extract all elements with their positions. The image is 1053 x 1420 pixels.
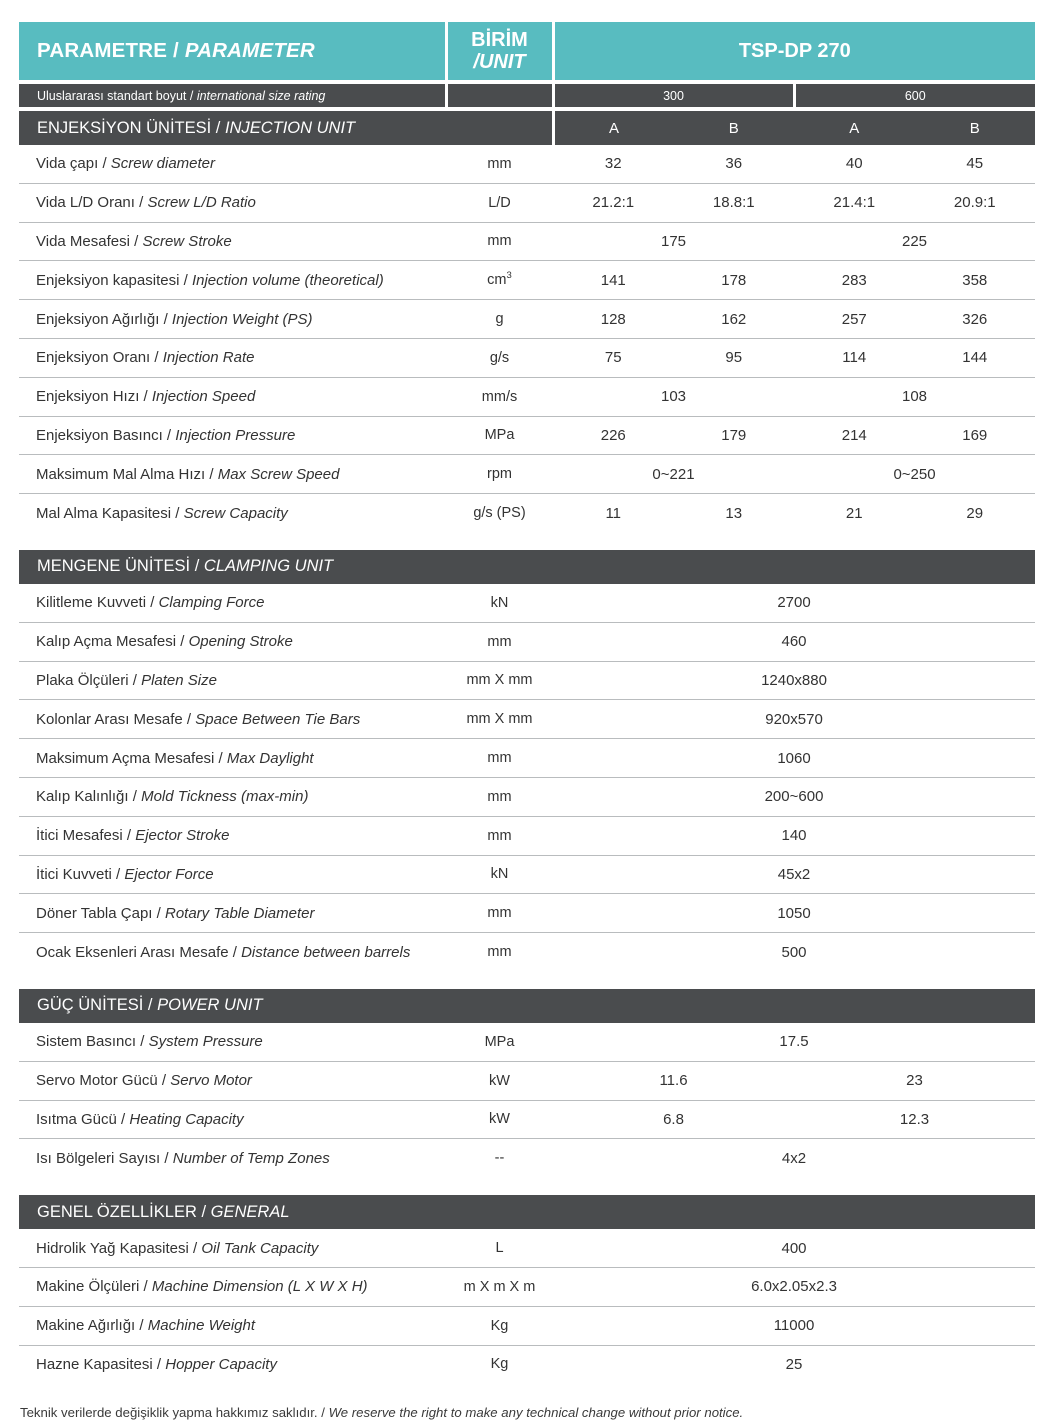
section-title-en: GENERAL (210, 1202, 290, 1221)
unit-label: mm (446, 739, 553, 778)
parameter-label-en: Machine Weight (147, 1317, 256, 1335)
parameter-label-separator: / (128, 671, 142, 689)
cell-value: 17.5 (553, 1023, 1035, 1061)
cell-value: 400 (553, 1229, 1035, 1267)
cell-value: 12.3 (794, 1100, 1035, 1139)
unit-label: mm (446, 894, 553, 933)
table-row (19, 855, 1035, 894)
section-title-cell (19, 548, 1035, 584)
cell-value: 11000 (553, 1306, 1035, 1345)
cell-value: 500 (553, 933, 1035, 971)
cell-value: 29 (915, 494, 1036, 532)
table-header-row (19, 22, 1035, 82)
parameter-label (19, 300, 446, 339)
parameter-label-en: Ejector Force (124, 865, 214, 883)
parameter-label-separator: / (116, 1110, 130, 1128)
cell-value: 140 (553, 816, 1035, 855)
parameter-label-tr: Vida Mesafesi (36, 232, 130, 250)
parameter-label-tr: Ocak Eksenleri Arası Mesafe (36, 943, 229, 961)
table-row (19, 584, 1035, 622)
header-parameter-en: PARAMETER (184, 39, 315, 62)
parameter-label-separator: / (214, 749, 227, 767)
parameter-label (19, 777, 446, 816)
column-group-label: A (553, 109, 674, 145)
parameter-label-tr: Vida çapı (36, 155, 99, 173)
parameter-label-en: Opening Stroke (188, 633, 293, 651)
cell-value: 23 (794, 1061, 1035, 1100)
section-title-separator: / (143, 996, 158, 1015)
table-row (19, 338, 1035, 377)
parameter-label-separator: / (128, 788, 142, 806)
section-spacer (19, 1177, 1035, 1193)
cell-value: 141 (553, 261, 674, 300)
table-row (19, 739, 1035, 778)
parameter-label (19, 416, 446, 455)
unit-label: -- (446, 1139, 553, 1177)
unit-label: kW (446, 1061, 553, 1100)
table-row (19, 1267, 1035, 1306)
footnote-en: We reserve the right to make any technical change without prior notice. (328, 1405, 744, 1420)
parameter-label-separator: / (139, 1278, 152, 1296)
cell-value: 6.0x2.05x2.3 (553, 1267, 1035, 1306)
cell-value: 18.8:1 (674, 183, 795, 222)
unit-label: m X m X m (446, 1267, 553, 1306)
parameter-label-separator: / (205, 465, 218, 483)
parameter-label-en: Injection volume (theoretical) (191, 271, 384, 289)
parameter-label-en: Injection Pressure (175, 426, 296, 444)
parameter-label-en: Oil Tank Capacity (201, 1239, 319, 1257)
unit-label: rpm (446, 455, 553, 494)
parameter-label-separator: / (188, 1239, 202, 1257)
section-header-row (19, 987, 1035, 1023)
parameter-label (19, 338, 446, 377)
cell-value: 200~600 (553, 777, 1035, 816)
header-unit-tr: BİRİM (471, 28, 528, 51)
parameter-label (19, 855, 446, 894)
parameter-label-separator: / (171, 504, 184, 522)
cell-value: 257 (794, 300, 915, 339)
unit-label: Kg (446, 1306, 553, 1345)
parameter-label-en: Mold Tickness (max-min) (141, 788, 309, 806)
parameter-label-en: Heating Capacity (129, 1110, 244, 1128)
unit-label: mm (446, 145, 553, 183)
parameter-label-en: Injection Rate (162, 349, 255, 367)
table-row (19, 622, 1035, 661)
cell-value: 103 (553, 377, 794, 416)
parameter-label (19, 739, 446, 778)
parameter-label (19, 183, 446, 222)
size-rating-value: 600 (794, 82, 1035, 109)
parameter-label-en: Injection Weight (PS) (171, 310, 313, 328)
cell-value: 1050 (553, 894, 1035, 933)
cell-value: 225 (794, 222, 1035, 261)
unit-label-base: cm (487, 272, 507, 289)
parameter-label-tr: Maksimum Açma Mesafesi (36, 749, 215, 767)
table-row (19, 494, 1035, 532)
section-title-tr: GENEL ÖZELLİKLER (37, 1202, 197, 1221)
parameter-label-tr: Hidrolik Yağ Kapasitesi (36, 1239, 189, 1257)
parameter-label-tr: Enjeksiyon kapasitesi (36, 271, 180, 289)
parameter-label-separator: / (139, 388, 152, 406)
parameter-label-en: Rotary Table Diameter (164, 904, 315, 922)
parameter-label-en: Platen Size (141, 671, 217, 689)
parameter-label (19, 622, 446, 661)
parameter-label-separator: / (228, 943, 242, 961)
cell-value: 128 (553, 300, 674, 339)
table-row (19, 222, 1035, 261)
parameter-label-tr: Kalıp Açma Mesafesi (36, 633, 177, 651)
cell-value: 40 (794, 145, 915, 183)
parameter-label (19, 377, 446, 416)
parameter-label-separator: / (176, 633, 189, 651)
table-row (19, 416, 1035, 455)
cell-value: 95 (674, 338, 795, 377)
table-row (19, 700, 1035, 739)
cell-value: 358 (915, 261, 1036, 300)
table-row (19, 1345, 1035, 1383)
parameter-label (19, 933, 446, 971)
header-parameter-separator: / (167, 39, 185, 62)
section-title-tr: ENJEKSİYON ÜNİTESİ (37, 118, 212, 137)
column-group-label: A (794, 109, 915, 145)
parameter-label (19, 1023, 446, 1061)
parameter-label-separator: / (157, 1072, 171, 1090)
size-rating-label (19, 82, 446, 109)
header-parameter-cell (19, 22, 446, 82)
cell-value: 920x570 (553, 700, 1035, 739)
section-header-row (19, 548, 1035, 584)
unit-label: mm (446, 622, 553, 661)
parameter-label-separator: / (122, 827, 136, 845)
parameter-label (19, 700, 446, 739)
parameter-label-en: Space Between Tie Bars (195, 710, 361, 728)
cell-value: 11.6 (553, 1061, 794, 1100)
section-title-tr: MENGENE ÜNİTESİ (37, 557, 191, 576)
parameter-label (19, 584, 446, 622)
unit-label: MPa (446, 416, 553, 455)
cell-value: 6.8 (553, 1100, 794, 1139)
parameter-label-tr: Maksimum Mal Alma Hızı (36, 465, 206, 483)
parameter-label-tr: Enjeksiyon Hızı (36, 388, 140, 406)
parameter-label (19, 1139, 446, 1177)
parameter-label-tr: Isıtma Gücü (36, 1110, 117, 1128)
cell-value: 13 (674, 494, 795, 532)
cell-value: 114 (794, 338, 915, 377)
unit-label: mm X mm (446, 700, 553, 739)
section-title-separator: / (196, 1202, 211, 1221)
parameter-label-en: System Pressure (148, 1033, 263, 1051)
cell-value: 169 (915, 416, 1036, 455)
cell-value: 175 (553, 222, 794, 261)
parameter-label-en: Clamping Force (158, 594, 265, 612)
footnote-separator: / (317, 1405, 329, 1420)
parameter-label-en: Injection Speed (151, 388, 256, 406)
parameter-label (19, 1345, 446, 1383)
parameter-label-separator: / (135, 1317, 148, 1335)
cell-value: 1060 (553, 739, 1035, 778)
unit-label: kW (446, 1100, 553, 1139)
section-title-cell (19, 109, 553, 145)
cell-value: 36 (674, 145, 795, 183)
unit-label-exponent: 3 (506, 270, 512, 282)
unit-label: L/D (446, 183, 553, 222)
unit-label: mm (446, 816, 553, 855)
parameter-label-separator: / (162, 426, 176, 444)
unit-label: MPa (446, 1023, 553, 1061)
parameter-label-separator: / (150, 349, 163, 367)
unit-label: g/s (446, 338, 553, 377)
parameter-label-tr: Isı Bölgeleri Sayısı (36, 1149, 161, 1167)
unit-label: mm (446, 222, 553, 261)
cell-value: 21 (794, 494, 915, 532)
parameter-label-separator: / (111, 865, 125, 883)
column-group-label: B (915, 109, 1036, 145)
parameter-label-en: Screw Stroke (142, 232, 232, 250)
parameter-label-tr: Hazne Kapasitesi (36, 1355, 153, 1373)
header-parameter-tr: PARAMETRE (37, 39, 168, 62)
parameter-label-separator: / (152, 904, 165, 922)
parameter-label-tr: Plaka Ölçüleri (36, 671, 129, 689)
parameter-label-en: Screw L/D Ratio (147, 194, 256, 212)
parameter-label-tr: Vida L/D Oranı (36, 194, 135, 212)
parameter-label-tr: Servo Motor Gücü (36, 1072, 158, 1090)
unit-label: mm X mm (446, 661, 553, 700)
parameter-label-tr: Kilitleme Kuvveti (36, 594, 147, 612)
table-row (19, 261, 1035, 300)
parameter-label (19, 455, 446, 494)
footnote (19, 1405, 1035, 1420)
parameter-label (19, 1267, 446, 1306)
cell-value: 226 (553, 416, 674, 455)
table-row (19, 1023, 1035, 1061)
cell-value: 25 (553, 1345, 1035, 1383)
size-rating-label-separator: / (186, 88, 197, 103)
unit-label: kN (446, 855, 553, 894)
cell-value: 20.9:1 (915, 183, 1036, 222)
parameter-label-separator: / (98, 155, 111, 173)
cell-value: 32 (553, 145, 674, 183)
cell-value: 108 (794, 377, 1035, 416)
section-title-separator: / (190, 557, 204, 576)
table-row (19, 1306, 1035, 1345)
parameter-label (19, 1229, 446, 1267)
parameter-label-separator: / (182, 710, 196, 728)
unit-label: mm/s (446, 377, 553, 416)
cell-value: 179 (674, 416, 795, 455)
section-title-en: INJECTION UNIT (224, 118, 356, 137)
parameter-label-separator: / (146, 594, 159, 612)
section-title-tr: GÜÇ ÜNİTESİ (37, 996, 144, 1015)
parameter-label-tr: Mal Alma Kapasitesi (36, 504, 172, 522)
cell-value: 45 (915, 145, 1036, 183)
cell-value: 326 (915, 300, 1036, 339)
table-row (19, 1229, 1035, 1267)
table-row (19, 300, 1035, 339)
parameter-label (19, 1061, 446, 1100)
parameter-label-separator: / (152, 1355, 166, 1373)
parameter-label-en: Max Daylight (226, 749, 314, 767)
cell-value: 1240x880 (553, 661, 1035, 700)
table-row (19, 1139, 1035, 1177)
parameter-label (19, 661, 446, 700)
parameter-label-en: Ejector Stroke (135, 827, 230, 845)
parameter-label-tr: Makine Ölçüleri (36, 1278, 140, 1296)
cell-value: 75 (553, 338, 674, 377)
parameter-label-tr: Enjeksiyon Ağırlığı (36, 310, 160, 328)
parameter-label (19, 261, 446, 300)
unit-label: L (446, 1229, 553, 1267)
cell-value: 4x2 (553, 1139, 1035, 1177)
unit-label: g (446, 300, 553, 339)
parameter-label-en: Screw diameter (110, 155, 215, 173)
parameter-label-en: Number of Temp Zones (172, 1149, 330, 1167)
size-rating-label-en: international size rating (196, 88, 326, 103)
parameter-label-en: Screw Capacity (183, 504, 288, 522)
unit-label: Kg (446, 1345, 553, 1383)
cell-value: 283 (794, 261, 915, 300)
cell-value: 460 (553, 622, 1035, 661)
table-row (19, 377, 1035, 416)
table-row (19, 777, 1035, 816)
cell-value: 144 (915, 338, 1036, 377)
parameter-label (19, 1100, 446, 1139)
table-row (19, 661, 1035, 700)
parameter-label-tr: Enjeksiyon Oranı (36, 349, 151, 367)
section-title-separator: / (211, 118, 225, 137)
specification-table (19, 22, 1035, 1383)
parameter-label-en: Hopper Capacity (165, 1355, 277, 1373)
parameter-label-separator: / (159, 310, 172, 328)
parameter-label-en: Machine Dimension (L X W X H) (151, 1278, 368, 1296)
parameter-label-tr: Döner Tabla Çapı (36, 904, 153, 922)
parameter-label-tr: Enjeksiyon Basıncı (36, 426, 163, 444)
unit-label: mm (446, 777, 553, 816)
parameter-label-separator: / (136, 1033, 149, 1051)
size-rating-label-tr: Uluslararası standart boyut (37, 88, 187, 103)
cell-value: 11 (553, 494, 674, 532)
unit-label: g/s (PS) (446, 494, 553, 532)
section-title-en: CLAMPING UNIT (203, 557, 334, 576)
unit-label: kN (446, 584, 553, 622)
section-spacer (19, 971, 1035, 987)
section-title-cell (19, 987, 1035, 1023)
cell-value: 2700 (553, 584, 1035, 622)
parameter-label-separator: / (179, 271, 192, 289)
footnote-tr: Teknik verilerde değişiklik yapma hakkımız saklıdır. (20, 1405, 318, 1420)
parameter-label-tr: İtici Kuvveti (36, 865, 112, 883)
cell-value: 45x2 (553, 855, 1035, 894)
header-model-cell: TSP-DP 270 (553, 22, 1035, 82)
column-group-label: B (674, 109, 795, 145)
header-unit-cell (446, 22, 553, 82)
parameter-label-separator: / (134, 194, 148, 212)
table-row (19, 933, 1035, 971)
table-row (19, 816, 1035, 855)
parameter-label (19, 1306, 446, 1345)
cell-value: 162 (674, 300, 795, 339)
parameter-label (19, 494, 446, 532)
unit-label (446, 261, 553, 300)
section-header-row (19, 1193, 1035, 1229)
cell-value: 178 (674, 261, 795, 300)
parameter-label-tr: Sistem Basıncı (36, 1033, 137, 1051)
table-row (19, 894, 1035, 933)
table-row (19, 183, 1035, 222)
unit-label: mm (446, 933, 553, 971)
table-row (19, 145, 1035, 183)
table-row (19, 455, 1035, 494)
section-header-row (19, 109, 1035, 145)
parameter-label-separator: / (160, 1149, 173, 1167)
section-title-en: POWER UNIT (157, 996, 263, 1015)
table-row (19, 1100, 1035, 1139)
size-rating-unit-cell (446, 82, 553, 109)
cell-value: 21.4:1 (794, 183, 915, 222)
parameter-label-tr: Kalıp Kalınlığı (36, 788, 129, 806)
parameter-label (19, 222, 446, 261)
cell-value: 21.2:1 (553, 183, 674, 222)
cell-value: 0~250 (794, 455, 1035, 494)
parameter-label-tr: Makine Ağırlığı (36, 1317, 136, 1335)
parameter-label-tr: İtici Mesafesi (36, 827, 123, 845)
section-title-cell (19, 1193, 1035, 1229)
parameter-label-en: Distance between barrels (241, 943, 411, 961)
size-rating-value: 300 (553, 82, 794, 109)
parameter-label (19, 894, 446, 933)
parameter-label-separator: / (129, 232, 143, 250)
parameter-label (19, 145, 446, 183)
cell-value: 214 (794, 416, 915, 455)
parameter-label-en: Servo Motor (170, 1072, 252, 1090)
size-rating-row (19, 82, 1035, 109)
table-row (19, 1061, 1035, 1100)
section-spacer (19, 532, 1035, 548)
parameter-label (19, 816, 446, 855)
cell-value: 0~221 (553, 455, 794, 494)
parameter-label-tr: Kolonlar Arası Mesafe (36, 710, 183, 728)
header-unit-en: /UNIT (473, 51, 526, 73)
parameter-label-en: Max Screw Speed (217, 465, 340, 483)
